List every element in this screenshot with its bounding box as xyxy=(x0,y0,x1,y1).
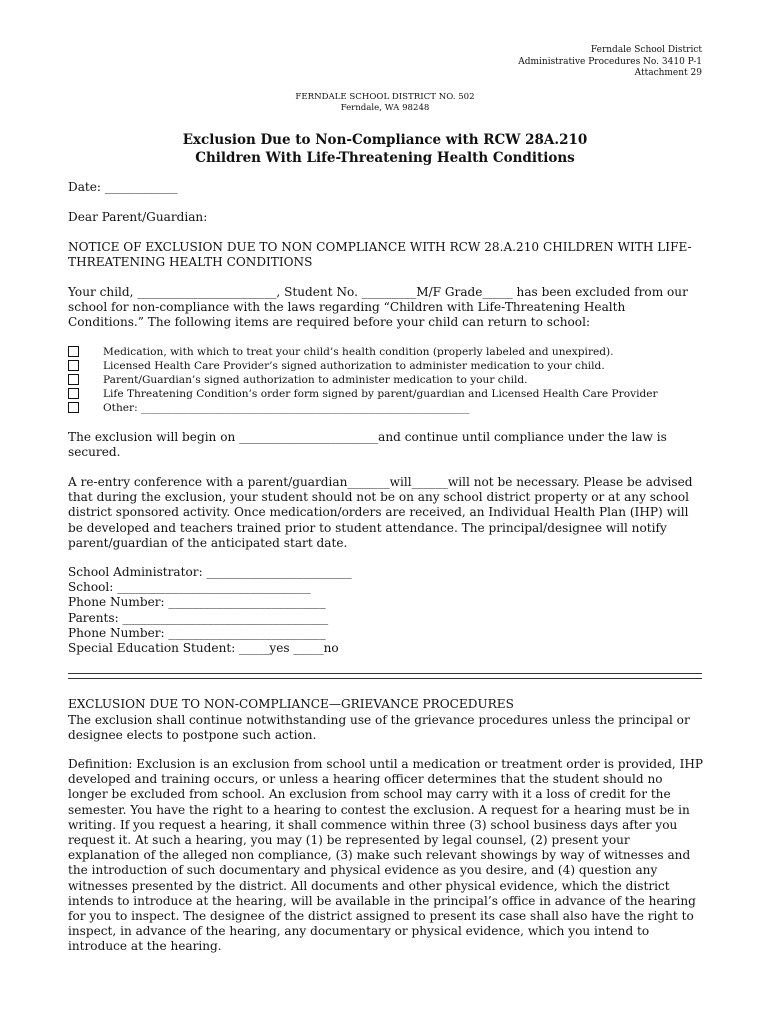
salutation: Dear Parent/Guardian: xyxy=(68,210,208,224)
checklist-item xyxy=(68,345,708,359)
requirements-checklist xyxy=(68,345,708,415)
checklist-item xyxy=(68,401,708,415)
grievance-heading: EXCLUSION DUE TO NON-COMPLIANCE—GRIEVANCE PROCEDURES xyxy=(68,697,514,711)
parents-phone-number-line: Phone Number: __________________________ xyxy=(68,625,326,640)
checkbox[interactable] xyxy=(68,360,79,371)
grievance-intro: The exclusion shall continue notwithstanding use of the grievance procedures unless the principal or designee elects to postpone such action. xyxy=(68,713,690,743)
date-line: Date: ____________ xyxy=(68,180,178,194)
district-block xyxy=(0,92,770,114)
signature-block xyxy=(68,565,704,656)
header-district: Ferndale School District xyxy=(590,45,702,55)
title-line-2: Children With Life-Threatening Health Conditions xyxy=(195,150,575,166)
document-title xyxy=(0,131,770,167)
header-attachment: Attachment 29 xyxy=(634,68,702,78)
checklist-label: Parent/Guardian’s signed authorization to administer medication to your child. xyxy=(103,374,528,386)
paragraph-reentry-conference: A re-entry conference with a parent/guardian_______will______will not be necessary. Please be advised that during the exclusion, your student should not be on any school district property or at any school district sponsored activity. Once medication/orders are received, an Individual Health Plan (IHP) will be developed and teachers trained prior to student attendance. The principal/designee will notify parent/guardian of the anticipated start date. xyxy=(68,475,693,550)
parents-line: Parents: __________________________________ xyxy=(68,610,329,625)
checkbox[interactable] xyxy=(68,346,79,357)
title-line-1: Exclusion Due to Non-Compliance with RCW 28A.210 xyxy=(182,132,588,148)
school-line: School: ________________________________ xyxy=(68,580,311,595)
district-name: FERNDALE SCHOOL DISTRICT NO. 502 xyxy=(295,92,475,102)
checklist-label: Life Threatening Condition’s order form signed by parent/guardian and Licensed Health Care Provider xyxy=(103,388,658,400)
checklist-label: Licensed Health Care Provider’s signed authorization to administer medication to your child. xyxy=(103,360,605,372)
checkbox[interactable] xyxy=(68,374,79,385)
paragraph-exclusion-notice: Your child, _______________________, Student No. _________M/F Grade_____ has been excluded from our school for non-compliance with the laws regarding “Children with Life-Threatening Health Conditions.” The following items are required before your child can return to school: xyxy=(68,285,688,330)
paragraph-exclusion-start: The exclusion will begin on _______________________and continue until compliance under the law is secured. xyxy=(68,430,667,460)
checklist-item xyxy=(68,359,708,373)
checklist-item xyxy=(68,373,708,387)
checkbox[interactable] xyxy=(68,388,79,399)
grievance-definition: Definition: Exclusion is an exclusion from school until a medication or treatment order is provided, IHP developed and training occurs, or unless a hearing officer determines that the student should no longer be excluded from school. An exclusion from school may carry with it a loss of credit for the semester. You have the right to a hearing to contest the exclusion. A request for a hearing must be in writing. If you request a hearing, it shall commence within three (3) school business days after you request it. At such a hearing, you may (1) be represented by legal counsel, (2) present your explanation of the alleged non compliance, (3) make such relevant showings by way of witnesses and the introduction of such documentary and physical evidence as you desire, and (4) question any witnesses presented by the district. All documents and other physical evidence, which the district intends to introduce at the hearing, will be available in the principal’s office in advance of the hearing for you to inspect. The designee of the district assigned to present its case shall also have the right to inspect, in advance of the hearing, any documentary or physical evidence, which you intend to introduce at the hearing. xyxy=(68,757,704,954)
checklist-label: Medication, with which to treat your child’s health condition (properly labeled and unexpired). xyxy=(103,346,614,358)
section-separator xyxy=(68,673,702,679)
special-education-line: Special Education Student: _____yes _____no xyxy=(68,641,339,656)
checklist-label: Other: ______________________________________________________________ xyxy=(103,402,470,414)
notice-text: NOTICE OF EXCLUSION DUE TO NON COMPLIANCE WITH RCW 28.A.210 CHILDREN WITH LIFE-THREATENING HEALTH CONDITIONS xyxy=(68,240,692,270)
checklist-item xyxy=(68,387,708,401)
phone-number-line: Phone Number: __________________________ xyxy=(68,595,326,610)
district-location: Ferndale, WA 98248 xyxy=(340,103,430,113)
checkbox[interactable] xyxy=(68,402,79,413)
school-administrator-line: School Administrator: ________________________ xyxy=(68,565,352,579)
header-procedure-number: Administrative Procedures No. 3410 P-1 xyxy=(518,56,702,67)
document-header-reference xyxy=(518,45,702,80)
